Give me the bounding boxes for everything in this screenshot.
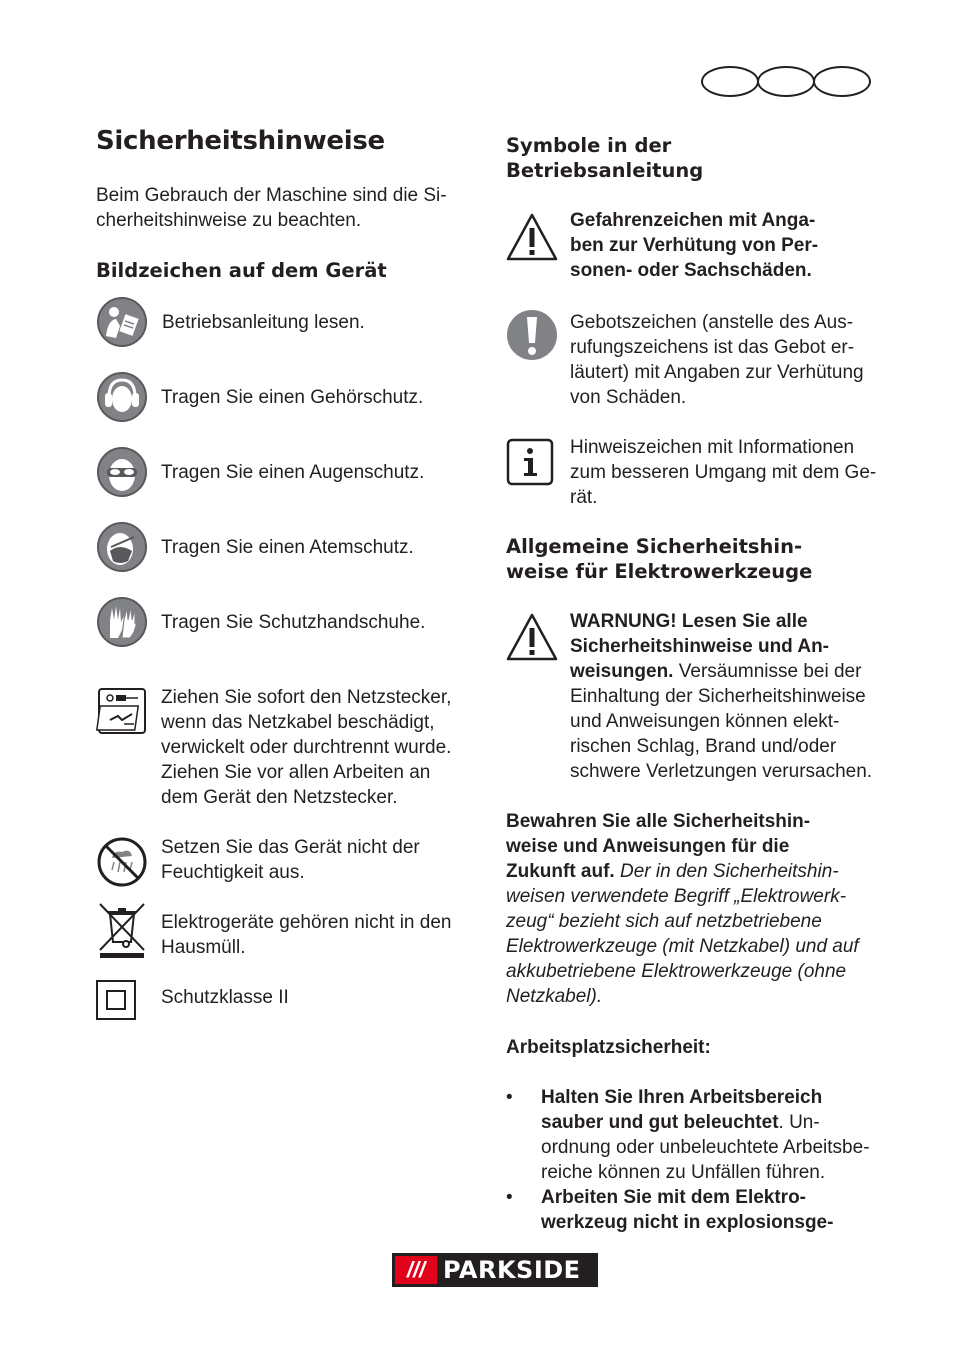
symbol-text: Schutzklasse II — [161, 987, 289, 1008]
eye-protection-icon — [96, 446, 148, 498]
language-ovals — [701, 66, 869, 97]
device-symbols-heading: Bildzeichen auf dem Gerät — [96, 259, 387, 282]
bullet-item: Arbeiten Sie mit dem Elektro- werkzeug nicht in explosionsge- — [541, 1187, 834, 1233]
bullet-marker: • — [506, 1087, 513, 1108]
symbol-text: Tragen Sie Schutzhandschuhe. — [161, 612, 426, 633]
language-oval — [701, 66, 759, 97]
symbol-text: Tragen Sie einen Gehörschutz. — [161, 387, 424, 408]
symbol-text: Gebotszeichen (anstelle des Aus- rufungszeichens ist das Gebot er- läutert) mit Angaben zur Verhütung von Schäden. — [570, 312, 864, 408]
intro-text: Beim Gebrauch der Maschine sind die Si- cherheitshinweise zu beachten. — [96, 185, 447, 231]
info-icon — [506, 438, 554, 486]
symbol-text: Gefahrenzeichen mit Anga- ben zur Verhütung von Per- sonen- oder Sachschäden. — [570, 210, 819, 281]
symbol-text: Betriebsanleitung lesen. — [162, 312, 365, 333]
general-safety-heading: Allgemeine Sicherheitshin- weise für Elektrowerkzeuge — [506, 535, 813, 583]
warning-triangle-icon — [506, 212, 558, 262]
gloves-icon — [96, 596, 148, 648]
symbol-text: Hinweiszeichen mit Informationen zum besseren Umgang mit dem Ge- rät. — [570, 437, 877, 508]
protection-class-ii-icon — [96, 980, 136, 1020]
symbol-text: Tragen Sie einen Augenschutz. — [161, 462, 425, 483]
manual-symbols-heading: Symbole in der Betriebsanleitung — [506, 134, 704, 182]
language-oval — [813, 66, 871, 97]
symbol-text: Ziehen Sie sofort den Netzstecker, wenn das Netzkabel beschädigt, verwickelt oder durchtrennt wurde. Ziehen Sie vor allen Arbeiten an dem Gerät den Netzstecker. — [161, 687, 452, 808]
language-oval — [757, 66, 815, 97]
ear-protection-icon — [96, 371, 148, 423]
page-title: Sicherheitshinweise — [96, 126, 385, 156]
symbol-text: Elektrogeräte gehören nicht in den Hausmüll. — [161, 912, 452, 958]
symbol-text: Setzen Sie das Gerät nicht der Feuchtigkeit aus. — [161, 837, 420, 883]
warning-triangle-icon — [506, 612, 558, 662]
symbol-text: Tragen Sie einen Atemschutz. — [161, 537, 414, 558]
bullet-marker: • — [506, 1187, 513, 1208]
bullet-item: Halten Sie Ihren Arbeitsbereich sauber und gut beleuchtet. Un- ordnung oder unbeleuchtete Arbeitsbe- reiche können zu Unfällen führen. — [541, 1087, 870, 1183]
read-manual-icon — [96, 296, 148, 348]
logo-slashes: /// — [395, 1256, 437, 1284]
no-moisture-icon — [96, 836, 148, 888]
respiratory-protection-icon — [96, 521, 148, 573]
parkside-logo — [392, 1253, 598, 1287]
warning-text: WARNUNG! Lesen Sie alle Sicherheitshinweise und An- weisungen. Versäumnisse bei der Einhaltung der Sicherheitshinweise und Anweisungen können elekt- rischen Schlag, Brand und/oder schwere Verletzungen verursachen. — [570, 611, 873, 782]
mandatory-sign-icon — [506, 309, 558, 361]
unplug-icon — [96, 686, 148, 738]
keep-instructions-text: Bewahren Sie alle Sicherheitshin- weise und Anweisungen für die Zukunft auf. Der in den Sicherheitshin- weisen verwendete Begriff „Elektrowerk- zeug“ bezieht sich auf netzbetriebene Elektrowerkzeuge (mit Netzkabel) und auf akkubetriebene Elektrowerkzeuge (ohne Netzkabel). — [506, 811, 859, 1007]
weee-bin-icon — [96, 900, 148, 960]
workplace-heading: Arbeitsplatzsicherheit: — [506, 1037, 711, 1058]
logo-text: PARKSIDE — [443, 1256, 581, 1284]
